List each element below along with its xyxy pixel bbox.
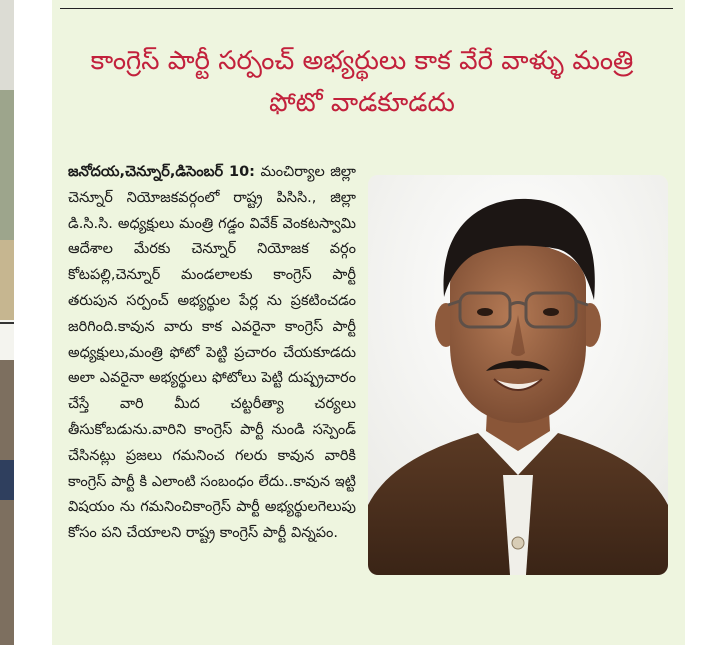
portrait-photo bbox=[368, 175, 668, 575]
article-text: మంచిర్యాల జిల్లా చెన్నూర్ నియోజకవర్గంలో రాష్ట్ర పిసిసి., జిల్లా డి.సి.సి. అధ్యక్షులు మంత్రి గడ్డం వివేక్ వెంకటస్వామి ఆదేశాల మేరకు చెన్నూర్ నియోజక వర్గం కోటపల్లి,చెన్నూర్ మండలాలకు కాంగ్రెస్ పార్టీ తరుపున సర్పంచ్ అభ్యర్థుల పేర్ల ను ప్రకటించడం జరిగింది.కావున వారు కాక ఎవరైనా కాంగ్రెస్ పార్టీ అధ్యక్షులు,మంత్రి ఫోటో పెట్టి ప్రచారం చేయకూడదు అలా ఎవరైనా అభ్యర్థులు ఫోటోలు పెట్టి దుష్ప్రచారం చేస్తే వారి మీద చట్టరీత్యా చర్యలు తీసుకోబడును.వారిని కాంగ్రెస్ పార్టీ నుండి సస్పెండ్ చేసినట్లు ప్రజలు గమనించ గలరు కావున వారికి కాంగ్రెస్ పార్టీ కి ఎలాంటి సంబంధం లేదు..కావున ఇట్టి విషయం ను గమనించికాంగ్రెస్ పార్టీ అభ్యర్థులగెలుపు కోసం పని చేయాలని రాష్ట్ర కాంగ్రెస్ పార్టీ విన్నపం. bbox=[68, 164, 356, 542]
headline: కాంగ్రెస్ పార్టీ సర్పంచ్ అభ్యర్థులు కాక వేరే వాళ్ళు మంత్రి ఫోటో వాడకూడదు bbox=[90, 46, 634, 118]
adjacent-strip-block bbox=[0, 360, 14, 645]
top-rule bbox=[60, 8, 673, 9]
adjacent-strip-rule bbox=[0, 322, 14, 324]
adjacent-strip-block bbox=[0, 240, 14, 320]
adjacent-strip-block bbox=[0, 90, 14, 240]
dateline: జనోదయ,చెన్నూర్,డిసెంబర్ 10: bbox=[68, 164, 255, 180]
adjacent-strip-block bbox=[0, 460, 14, 500]
adjacent-strip-block bbox=[0, 0, 14, 90]
portrait-illustration bbox=[368, 175, 668, 575]
adjacent-page-strip bbox=[0, 0, 14, 645]
article-body bbox=[68, 160, 356, 547]
